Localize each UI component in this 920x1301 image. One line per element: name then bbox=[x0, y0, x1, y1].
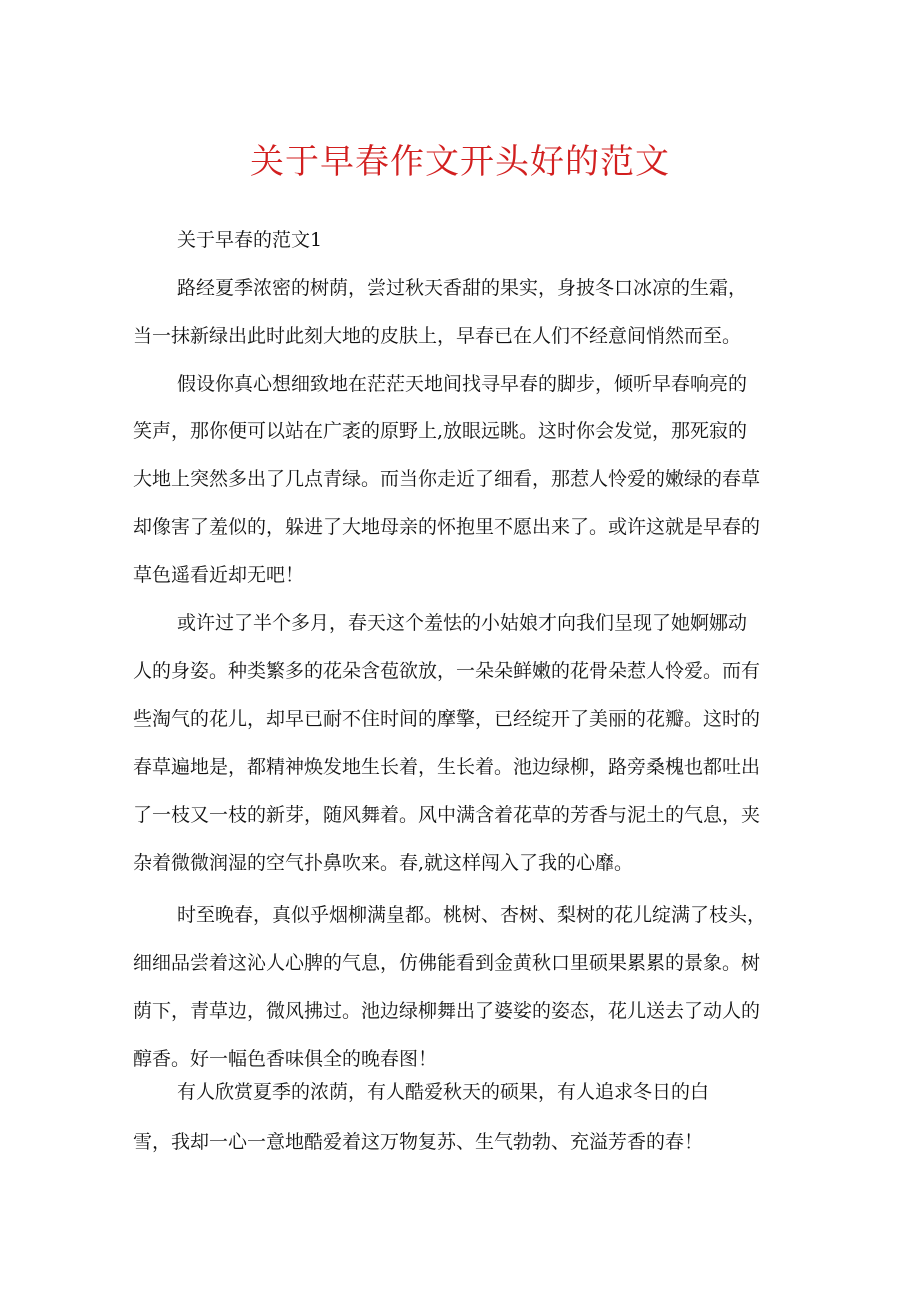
paragraph-line: 草色遥看近却无吧！ bbox=[133, 564, 305, 586]
paragraph-line: 人的身姿。种类繁多的花朵含苞欲放，一朵朵鲜嫩的花骨朵惹人怜爱。而有 bbox=[133, 660, 761, 682]
section-subheading: 关于早春的范文1 bbox=[177, 229, 323, 251]
paragraph-line: 春草遍地是，都精神焕发地生长着，生长着。池边绿柳，路旁桑槐也都吐出 bbox=[133, 756, 761, 778]
paragraph-line: 或许过了半个多月，春天这个羞怯的小姑娘才向我们呈现了她婀娜动 bbox=[177, 612, 748, 634]
paragraph-line: 时至晚春，真似乎烟柳满皇都。桃树、杏树、梨树的花儿绽满了枝头， bbox=[177, 904, 767, 926]
paragraph-line: 路经夏季浓密的树荫，尝过秋天香甜的果实，身披冬口冰凉的生霜， bbox=[177, 277, 748, 299]
paragraph-line: 有人欣赏夏季的浓荫，有人酷爱秋天的硕果，有人追求冬日的白 bbox=[177, 1081, 710, 1103]
paragraph-line: 当一抹新绿出此时此刻大地的皮肤上，早春已在人们不经意间悄然而至。 bbox=[133, 325, 742, 347]
paragraph-line: 些淘气的花儿，却早已耐不住时间的摩擎，已经绽开了美丽的花瓣。这时的 bbox=[133, 708, 761, 730]
paragraph-line: 雪，我却一心一意地酷爱着这万物复苏、生气勃勃、充溢芳香的春！ bbox=[133, 1131, 704, 1153]
paragraph-line: 醇香。好一幅色香味俱全的晚春图！ bbox=[133, 1048, 438, 1070]
paragraph-line: 了一枝又一枝的新芽，随风舞着。风中满含着花草的芳香与泥土的气息，夹 bbox=[133, 804, 761, 826]
paragraph-line: 大地上突然多出了几点青绿。而当你走近了细看，那惹人怜爱的嫩绿的春草 bbox=[133, 468, 761, 490]
paragraph-line: 假设你真心想细致地在茫茫天地间找寻早春的脚步，倾听早春响亮的 bbox=[177, 373, 748, 395]
paragraph-line: 笑声，那你便可以站在广袤的原野上,放眼远眺。这时你会发觉，那死寂的 bbox=[133, 420, 748, 442]
paragraph-line: 却像害了羞似的，躲进了大地母亲的怀抱里不愿出来了。或许这就是早春的 bbox=[133, 516, 761, 538]
paragraph-line: 细细品尝着这沁人心脾的气息，仿佛能看到金黄秋口里硕果累累的景象。树 bbox=[133, 952, 761, 974]
paragraph-line: 荫下，青草边，微风拂过。池边绿柳舞出了婆娑的姿态，花儿送去了动人的 bbox=[133, 1000, 761, 1022]
document-title: 关于早春作文开头好的范文 bbox=[250, 142, 670, 182]
paragraph-line: 杂着微微润湿的空气扑鼻吹来。春,就这样闯入了我的心靡。 bbox=[133, 852, 634, 874]
